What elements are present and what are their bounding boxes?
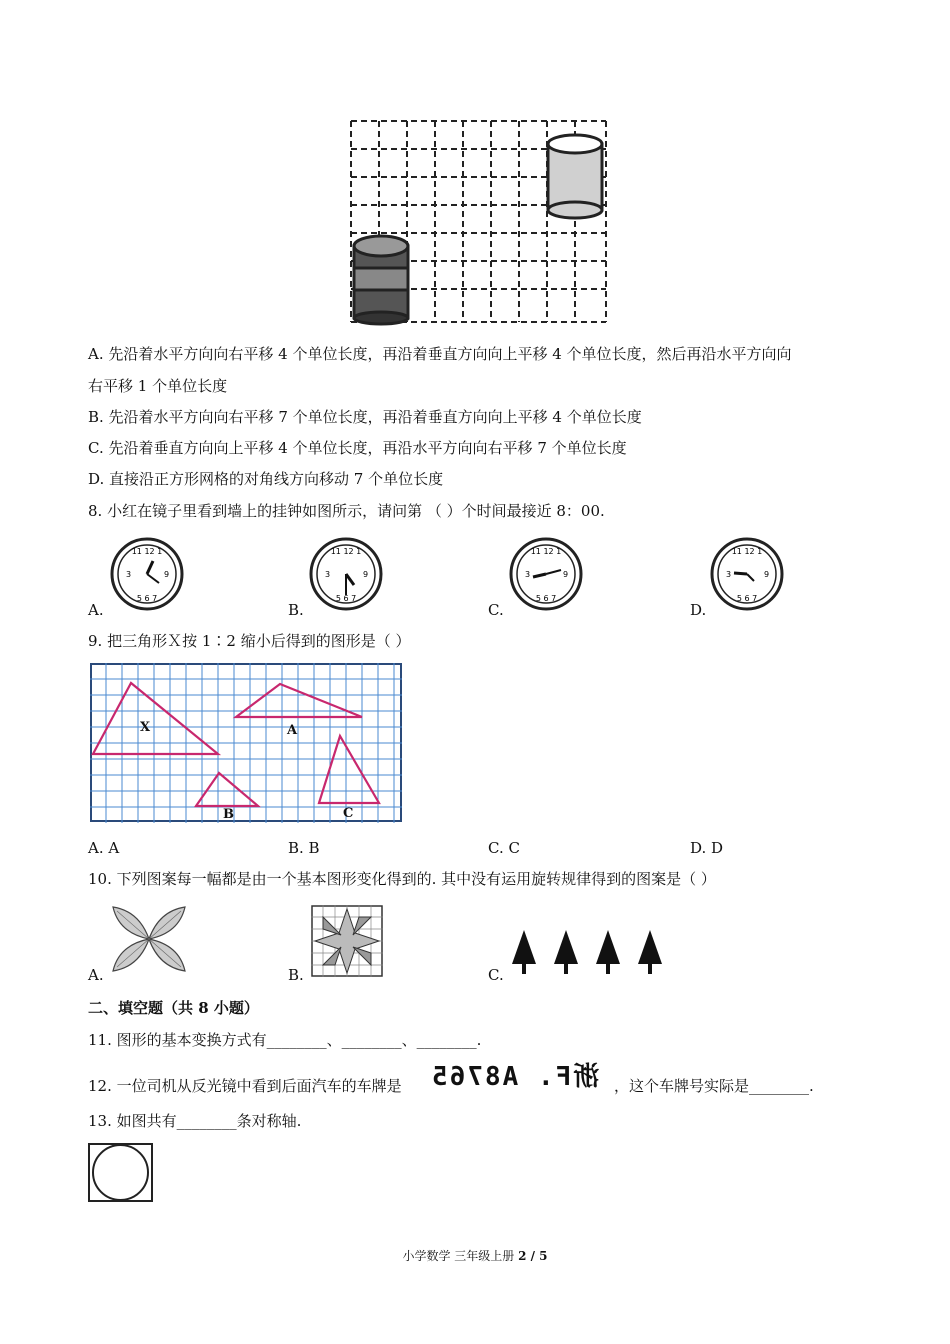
q9-question: 9. 把三角形Ｘ按 1∶2 缩小后得到的图形是（ ） [88,632,411,650]
triangle-grid-figure [90,663,402,823]
q8-label-c: C. [488,601,504,619]
q12-after: ，这个车牌号实际是________. [614,1077,814,1095]
footer-text: 小学数学 三年级上册 [402,1249,519,1263]
svg-text:9: 9 [563,570,569,579]
svg-text:9: 9 [764,570,770,579]
q10-label-b: B. [288,966,304,984]
q9-option-a: A. A [88,839,120,857]
section-2-title: 二、填空题（共 8 小题） [88,999,259,1017]
clock-c-icon [509,537,583,611]
triangle-x-label: X [140,720,151,735]
source-cylinder [354,236,408,324]
star-tile-pattern-icon [311,905,383,977]
page-footer [0,1247,950,1264]
svg-text:11 12 1: 11 12 1 [131,547,163,556]
svg-text:9: 9 [164,570,170,579]
svg-text:3: 3 [726,570,732,579]
q10-label-c: C. [488,966,504,984]
triangle-b-label: B [223,807,234,822]
q8-question: 8. 小红在镜子里看到墙上的挂钟如图所示，请问第 （ ）个时间最接近 8：00. [88,502,605,520]
q7-option-b: B. 先沿着水平方向向右平移 7 个单位长度，再沿着垂直方向向上平移 4 个单位长度 [88,408,642,426]
target-cylinder [548,135,602,218]
triangle-c-label: C [343,806,354,821]
svg-text:5 6 7: 5 6 7 [736,594,758,603]
clock-b-icon [309,537,383,611]
q9-option-c: C. C [488,839,520,857]
svg-text:11 12 1: 11 12 1 [330,547,362,556]
svg-text:11 12 1: 11 12 1 [530,547,562,556]
q7-option-c: C. 先沿着垂直方向向上平移 4 个单位长度，再沿水平方向向右平移 7 个单位长度 [88,439,627,457]
triangle-a-label: A [287,723,298,738]
q9-option-d: D. D [690,839,724,857]
q8-label-d: D. [690,601,707,619]
clock-d-icon [710,537,784,611]
petal-pattern-icon [109,903,189,975]
q7-option-a-cont: 右平移 1 个单位长度 [88,377,228,395]
mirrored-license-plate: 浙F. A8765 [430,1062,600,1092]
q7-option-d: D. 直接沿正方形网格的对角线方向移动 7 个单位长度 [88,470,444,488]
q13: 13. 如图共有________条对称轴. [88,1112,302,1130]
q7-option-a: A. 先沿着水平方向向右平移 4 个单位长度，再沿着垂直方向向上平移 4 个单位长度，然后再沿水平方向向 [88,345,792,363]
svg-text:5 6 7: 5 6 7 [136,594,158,603]
q9-option-b: B. B [288,839,320,857]
tree-pattern-icon [508,928,668,976]
svg-text:5 6 7: 5 6 7 [335,594,357,603]
clock-a-icon [110,537,184,611]
svg-text:3: 3 [126,570,132,579]
translation-grid-figure [348,118,610,328]
svg-text:11 12 1: 11 12 1 [731,547,763,556]
q10-question: 10. 下列图案每一幅都是由一个基本图形变化得到的. 其中没有运用旋转规律得到的图案是（ ） [88,870,716,888]
svg-text:5 6 7: 5 6 7 [535,594,557,603]
svg-text:9: 9 [363,570,369,579]
q12-before: 12. 一位司机从反光镜中看到后面汽车的车牌是 [88,1077,402,1095]
q11: 11. 图形的基本变换方式有________、________、________. [88,1031,482,1049]
svg-text:3: 3 [325,570,331,579]
q8-label-a: A. [88,601,104,619]
page-number: 2 / 5 [518,1249,548,1263]
circle-in-square-figure [88,1143,154,1203]
q10-label-a: A. [88,966,104,984]
q8-label-b: B. [288,601,304,619]
svg-text:3: 3 [525,570,531,579]
